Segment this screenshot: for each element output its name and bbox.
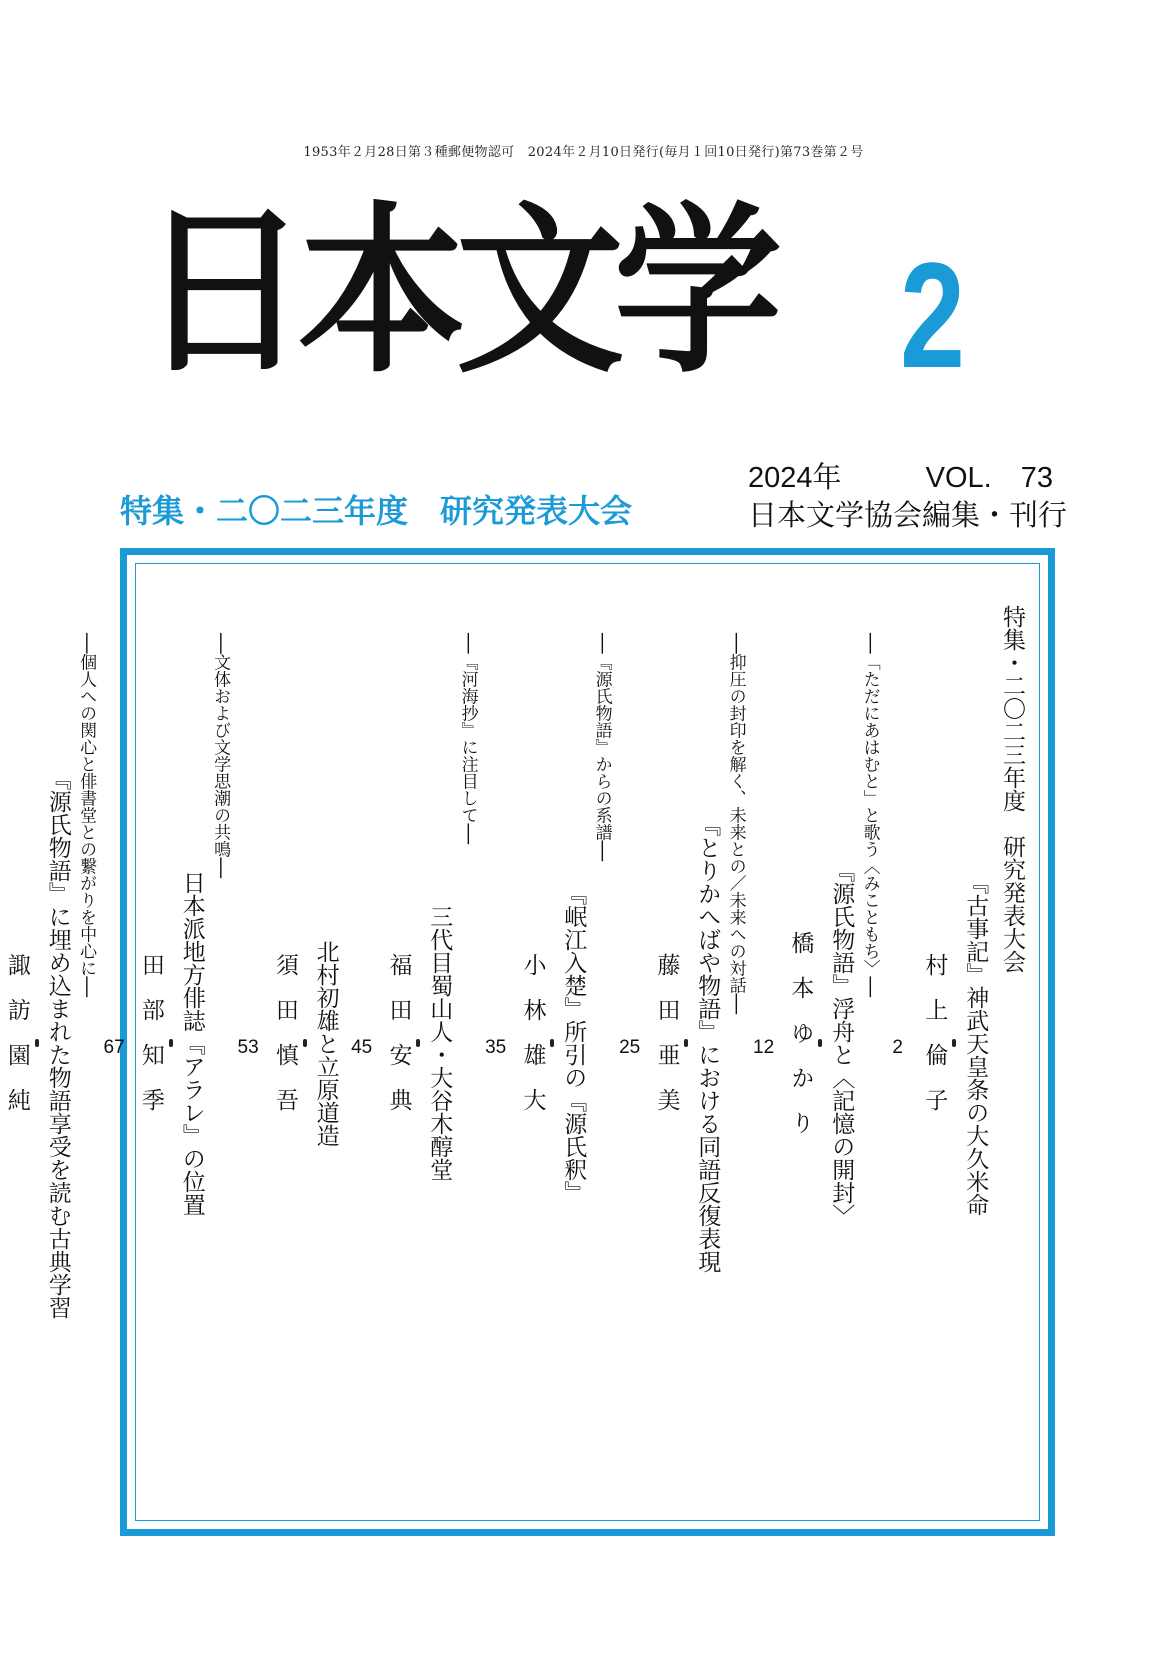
entry-author: 藤田亜美 bbox=[653, 953, 680, 1133]
masthead-title: 日本文学 bbox=[140, 183, 772, 398]
entry-author: 須田慎吾 bbox=[271, 953, 298, 1133]
toc-entry bbox=[746, 577, 860, 1509]
leader-dots bbox=[169, 1039, 173, 1047]
entry-title: 『源氏物語』浮舟と〈記憶の開封〉 bbox=[828, 859, 855, 1227]
issue-volume: VOL. 73 bbox=[925, 462, 1053, 494]
entry-author: 村上倫子 bbox=[921, 953, 948, 1133]
entry-page: 67 bbox=[103, 1036, 125, 1058]
leader-dots bbox=[952, 1039, 956, 1047]
entry-subtitle: ──『源氏物語』からの系譜── bbox=[591, 633, 612, 861]
toc-entry bbox=[96, 577, 210, 1509]
issue-year: 2024年 bbox=[748, 462, 842, 494]
entry-title: 日本派地方俳誌『アラレ』の位置 bbox=[178, 870, 205, 1216]
feature-banner: 特集・二〇二三年度 研究発表大会 bbox=[120, 493, 633, 529]
leader-dots bbox=[416, 1039, 420, 1047]
entry-subtitle: ──個人への関心と俳書堂との繋がりを中心に── bbox=[76, 633, 97, 997]
entry-title: 『岷江入楚』所引の『源氏釈』 bbox=[560, 882, 587, 1204]
entry-page: 35 bbox=[485, 1036, 507, 1058]
entry-author: 田部知季 bbox=[137, 953, 164, 1133]
toc-feature-heading: 特集・二〇二三年度 研究発表大会 bbox=[999, 605, 1025, 973]
issue-number: 2 bbox=[900, 231, 966, 399]
leader-dots bbox=[303, 1039, 307, 1047]
entry-page: 12 bbox=[753, 1036, 775, 1058]
toc-entry bbox=[880, 577, 994, 1509]
leader-dots bbox=[818, 1039, 822, 1047]
table-of-contents-frame bbox=[3, 548, 1055, 1536]
entry-author: 橋本ゆかり bbox=[787, 930, 814, 1156]
year-volume bbox=[748, 455, 1053, 496]
toc-entry bbox=[344, 577, 458, 1509]
entry-author: 諏訪園純 bbox=[3, 953, 30, 1133]
entry-page: 45 bbox=[351, 1036, 373, 1058]
entry-title: 『とりかへばや物語』における同語反復表現 bbox=[694, 813, 721, 1273]
publisher: 日本文学協会編集・刊行 bbox=[748, 500, 1068, 532]
toc-entry bbox=[0, 577, 76, 1509]
toc-entry bbox=[230, 577, 344, 1509]
entry-subtitle: ──文体および文学思潮の共鳴── bbox=[210, 633, 231, 878]
entry-title: 『源氏物語』に埋め込まれた物語享受を読む古典学習 bbox=[44, 767, 71, 1319]
entry-title: 三代目蜀山人・大谷木醇堂 bbox=[426, 905, 453, 1181]
entry-author: 小林雄大 bbox=[519, 953, 546, 1133]
leader-dots bbox=[35, 1039, 39, 1047]
leader-dots bbox=[550, 1039, 554, 1047]
table-of-contents bbox=[3, 577, 1030, 1509]
toc-entry bbox=[478, 577, 592, 1509]
toc-entry bbox=[612, 577, 726, 1509]
postal-permit-line: 1953年２月28日第３種郵便物認可 2024年２月10日発行(毎月１回10日発行)第73巻第２号 bbox=[303, 145, 864, 160]
entry-page: 53 bbox=[237, 1036, 259, 1058]
entry-subtitle: ──抑圧の封印を解く、未来との／未来への対話── bbox=[725, 633, 746, 1014]
leader-dots bbox=[684, 1039, 688, 1047]
entry-title: 『古事記』神武天皇条の大久米命 bbox=[962, 870, 989, 1216]
entry-author: 福田安典 bbox=[385, 953, 412, 1133]
entry-page: 2 bbox=[892, 1036, 903, 1058]
entry-title: 北村初雄と立原道造 bbox=[312, 939, 339, 1147]
entry-subtitle: ──『河海抄』に注目して── bbox=[457, 633, 478, 844]
entry-subtitle: ──「ただにあはむと」と歌う〈みこともち〉── bbox=[859, 633, 880, 997]
entry-page: 25 bbox=[619, 1036, 641, 1058]
